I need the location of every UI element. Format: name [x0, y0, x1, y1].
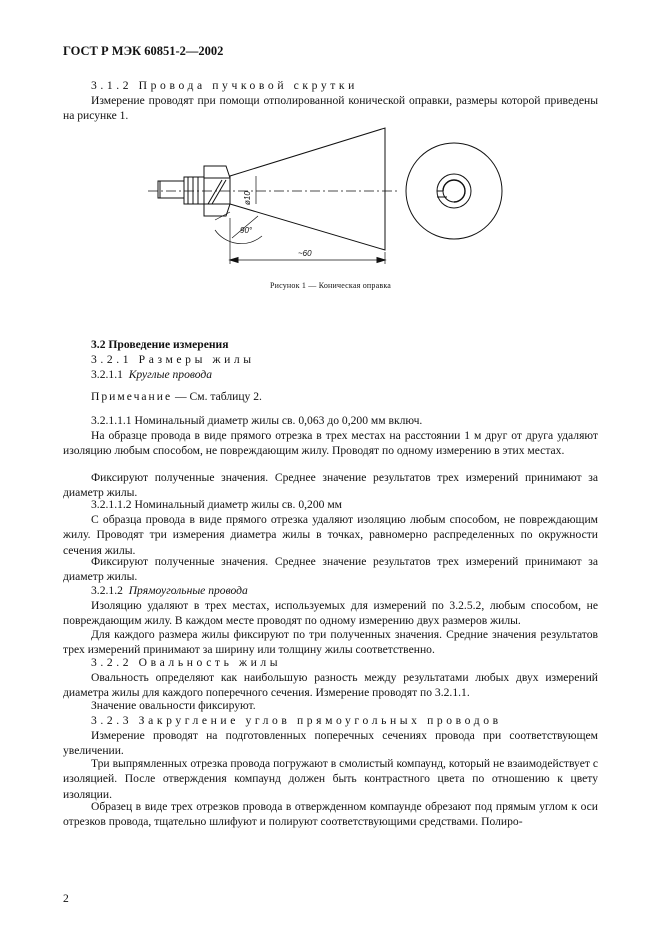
figure-conical-mandrel: [0, 0, 661, 300]
section-3-2-2-p1: Овальность определяют как наибольшую разность между результатами любых двух измерений диаметра жилы для каждого поперечного сечения. Измерение проводят по 3.2.1.1.: [63, 671, 598, 700]
dim-length-label: ~60: [298, 249, 312, 258]
mandrel-tip: [158, 181, 184, 198]
section-title-italic: Прямоугольные провода: [128, 584, 248, 597]
section-3-2-1-2-title: [63, 583, 598, 598]
note: [63, 389, 598, 404]
mandrel-cone: [230, 128, 385, 250]
section-3-2-1-1-1-p1: На образце провода в виде прямого отрезка в трех местах на расстоянии 1 м друг от друга удаляют изоляцию любым способом, не повреждающим жилу. Проводят по одному измерению в этих местах.: [63, 429, 598, 458]
section-3-2-1-2-p1: Изоляцию удаляют в трех местах, используемых для измерений по 3.2.5.2, любым способом, не повреждающим жилу. В каждом месте проводят по одному измерению двух размеров жилы.: [63, 599, 598, 628]
section-3-2-2-p2: Значение овальности фиксируют.: [91, 699, 256, 712]
figure-caption: Рисунок 1 — Коническая оправка: [269, 281, 392, 290]
section-3-2-2-title: 3.2.2 Овальность жилы: [91, 656, 282, 669]
section-3-2-3-p2: Три выпрямленных отрезка провода погружают в смолистый компаунд, который не взаимодействует с изоляцией. После отверждения компаунд должен быть контрастного цвета по отношению к цвету изоляции.: [63, 757, 598, 801]
section-3-2-3-p1: Измерение проводят на подготовленных поперечных сечениях провода при соответствующем увеличении.: [63, 729, 598, 758]
document-header: ГОСТ Р МЭК 60851-2—2002: [63, 44, 224, 58]
section-3-1-2-text: Измерение проводят при помощи отполированной конической оправки, размеры которой приведены на рисунке 1.: [63, 94, 598, 123]
section-3-2-3-title: 3.2.3 Закругление углов прямоугольных проводов: [91, 714, 502, 727]
dim-angle-label: 90°: [240, 226, 253, 235]
section-title-italic: Круглые провода: [128, 368, 213, 381]
section-3-2-1-title: 3.2.1 Размеры жилы: [91, 353, 255, 366]
section-number: 3.2.1.2: [91, 584, 123, 597]
section-3-2-title: 3.2 Проведение измерения: [91, 338, 229, 351]
section-3-2-1-2-p2: Для каждого размера жилы фиксируют по три полученных значения. Средние значения результатов трех измерений принимают за ширину или толщину жилы соответственно.: [63, 628, 598, 657]
note-label: Примечание: [91, 390, 173, 403]
page-number: 2: [63, 892, 69, 905]
section-3-2-1-1-1-p2: Фиксируют полученные значения. Среднее значение результатов трех измерений принимают за диаметр жилы.: [63, 471, 598, 500]
section-3-2-1-1-2-p2: Фиксируют полученные значения. Среднее значение результатов трех измерений принимают за диаметр жилы.: [63, 555, 598, 584]
section-3-2-3-p3: Образец в виде трех отрезков провода в отвержденном компаунде обрезают под прямым углом к оси отрезков провода, тщательно шлифуют и полируют соответствующими средствами. Полиро-: [63, 800, 598, 829]
section-number: 3.2.1.1: [91, 368, 123, 381]
section-3-2-1-1-2-p1: С образца провода в виде прямого отрезка удаляют изоляцию любым способом, не повреждающим жилу. Проводят три измерения диаметра жилы в точках, равномерно распределенных по окружности сечения жилы.: [63, 513, 598, 557]
dim-diameter-label: ø10: [243, 191, 252, 205]
section-3-2-1-1-title: [63, 367, 598, 382]
section-3-2-1-1-1-title: 3.2.1.1.1 Номинальный диаметр жилы св. 0,063 до 0,200 мм включ.: [91, 414, 423, 427]
section-3-1-2-title: 3.1.2 Провода пучковой скрутки: [91, 79, 358, 92]
section-3-2-1-1-2-title: 3.2.1.1.2 Номинальный диаметр жилы св. 0,200 мм: [91, 498, 342, 511]
note-text: — См. таблицу 2.: [172, 390, 262, 403]
mandrel-thread: [184, 177, 204, 204]
end-view-outer: [406, 143, 502, 239]
